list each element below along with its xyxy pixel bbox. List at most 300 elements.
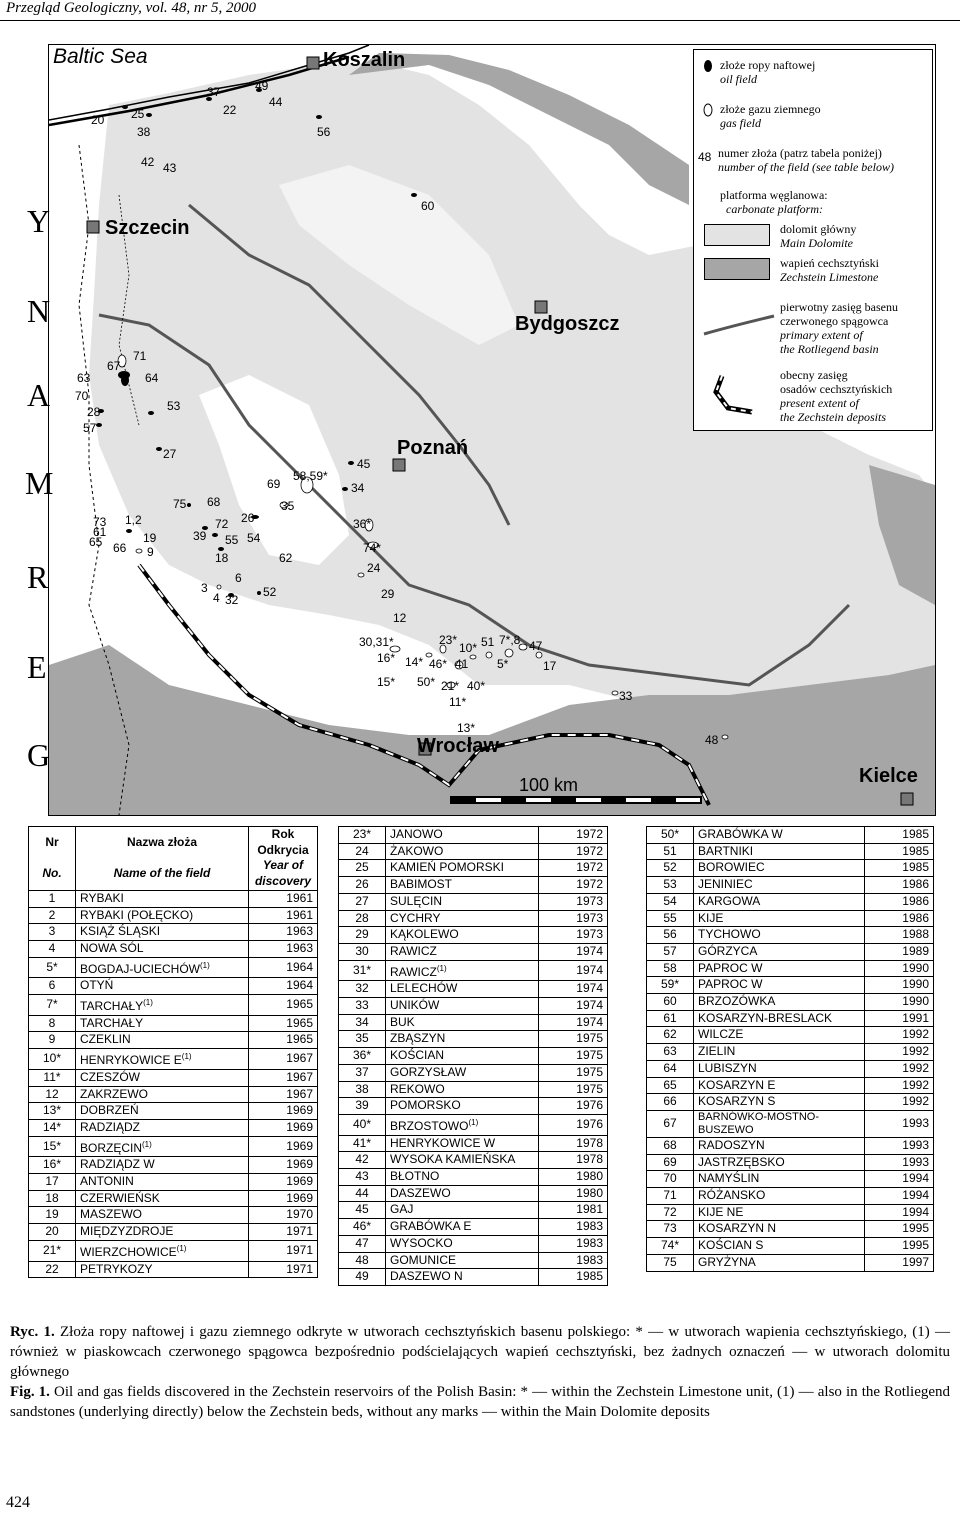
legend-platform-pl: platforma węglanowa: bbox=[720, 188, 828, 202]
gas-field-icon bbox=[700, 102, 716, 118]
table-row bbox=[647, 1077, 934, 1094]
field-number: 48 bbox=[705, 733, 719, 747]
table-row bbox=[29, 1015, 318, 1032]
field-nr: 7* bbox=[29, 995, 76, 1016]
field-nr: 50* bbox=[647, 827, 694, 844]
field-number: 37 bbox=[207, 85, 221, 99]
table-row bbox=[29, 1240, 318, 1261]
field-nr: 28 bbox=[339, 910, 386, 927]
field-nr: 74* bbox=[647, 1238, 694, 1255]
table-row bbox=[339, 860, 608, 877]
field-name: LELECHÓW bbox=[386, 981, 539, 998]
field-number: 44 bbox=[269, 95, 283, 109]
field-name: BARTNIKI bbox=[694, 843, 865, 860]
field-year: 1976 bbox=[539, 1114, 608, 1135]
table-row bbox=[647, 843, 934, 860]
table-row bbox=[339, 1098, 608, 1115]
field-name: HENRYKOWICE $E^{(1)}$ bbox=[76, 1049, 249, 1070]
field-number: 57 bbox=[83, 421, 97, 435]
field-name: JANOWO bbox=[386, 827, 539, 844]
field-name: RÓŻANSKO bbox=[694, 1188, 865, 1205]
field-year: 1985 bbox=[865, 860, 934, 877]
field-year: 1973 bbox=[539, 893, 608, 910]
legend-number-en: number of the field (see table below) bbox=[718, 160, 894, 174]
field-nr: 21* bbox=[29, 1240, 76, 1261]
field-nr: 18 bbox=[29, 1190, 76, 1207]
field-year: 1969 bbox=[249, 1190, 318, 1207]
field-nr: 14* bbox=[29, 1119, 76, 1136]
field-number: 45 bbox=[357, 457, 371, 471]
field-number: 17 bbox=[543, 659, 557, 673]
field-name: BOROWIEC bbox=[694, 860, 865, 877]
field-year: 1990 bbox=[865, 977, 934, 994]
table-row bbox=[647, 910, 934, 927]
caption-pl-text: Złoża ropy naftowej i gazu ziemnego odkryte w utworach cechsztyńskich basenu polskiego: * — w utworach wapienia cechsztyńskiego, (1) — również w piaskowcach czerwonego spągowca bezpośrednio podścielających wapień cechsztyński, bez żadnych oznaczeń — w utworach dolomitu głównego bbox=[10, 1324, 951, 1380]
header-rule bbox=[0, 20, 960, 21]
field-name: RAWICZ bbox=[386, 943, 539, 960]
field-year: 1963 bbox=[249, 940, 318, 957]
table-row bbox=[29, 940, 318, 957]
field-number: 47 bbox=[529, 639, 543, 653]
field-number: 65 bbox=[89, 535, 103, 549]
table-row bbox=[647, 1188, 934, 1205]
field-name: KIJE NE bbox=[694, 1204, 865, 1221]
field-year: 1967 bbox=[249, 1069, 318, 1086]
field-nr: 69 bbox=[647, 1154, 694, 1171]
field-year: 1965 bbox=[249, 1032, 318, 1049]
field-name: DASZEWO bbox=[386, 1185, 539, 1202]
table-row bbox=[339, 877, 608, 894]
field-year: 1978 bbox=[539, 1135, 608, 1152]
table-row bbox=[29, 890, 318, 907]
field-name: KOŚCIAN bbox=[386, 1048, 539, 1065]
field-year: 1981 bbox=[539, 1202, 608, 1219]
field-nr: 38 bbox=[339, 1081, 386, 1098]
field-year: 1972 bbox=[539, 827, 608, 844]
field-nr: 13* bbox=[29, 1103, 76, 1120]
main-dolomite-swatch bbox=[704, 224, 770, 246]
field-number: 10* bbox=[459, 641, 478, 655]
table-row bbox=[647, 927, 934, 944]
field-nr: 40* bbox=[339, 1114, 386, 1135]
figure-caption bbox=[10, 1322, 950, 1422]
table-row bbox=[339, 1252, 608, 1269]
table-row bbox=[339, 960, 608, 981]
table-row bbox=[647, 994, 934, 1011]
field-name: KOSARZYN S bbox=[694, 1094, 865, 1111]
field-nr: 75 bbox=[647, 1254, 694, 1271]
field-nr: 12 bbox=[29, 1086, 76, 1103]
legend-primary-en-2: the Rotliegend basin bbox=[780, 342, 879, 356]
zechstein-extent-icon bbox=[708, 372, 758, 418]
table-row bbox=[647, 1221, 934, 1238]
field-number: 75 bbox=[173, 497, 187, 511]
field-year: 1975 bbox=[539, 1031, 608, 1048]
city-bydgoszcz: Bydgoszcz bbox=[515, 313, 620, 335]
field-nr: 35 bbox=[339, 1031, 386, 1048]
table-row bbox=[339, 843, 608, 860]
legend-gas-en: gas field bbox=[720, 116, 761, 130]
table-row bbox=[339, 943, 608, 960]
field-name: POMORSKO bbox=[386, 1098, 539, 1115]
field-nr: 27 bbox=[339, 893, 386, 910]
field-number: 64 bbox=[145, 371, 159, 385]
field-name: TARCHAŁY$^{(1)}$ bbox=[76, 995, 249, 1016]
field-year: 1972 bbox=[539, 860, 608, 877]
field-year: 1976 bbox=[539, 1098, 608, 1115]
table-row bbox=[647, 943, 934, 960]
field-nr: 60 bbox=[647, 994, 694, 1011]
field-year: 1969 bbox=[249, 1103, 318, 1120]
field-name: ZIELIN bbox=[694, 1044, 865, 1061]
legend-number-pl: numer złoża (patrz tabela poniżej) bbox=[718, 146, 882, 160]
field-number: 6 bbox=[235, 571, 242, 585]
field-number: 51 bbox=[481, 635, 495, 649]
table-row bbox=[647, 1094, 934, 1111]
table-row bbox=[339, 1048, 608, 1065]
field-nr: 20 bbox=[29, 1224, 76, 1241]
field-year: 1964 bbox=[249, 978, 318, 995]
field-year: 1983 bbox=[539, 1252, 608, 1269]
table-row bbox=[647, 1137, 934, 1154]
field-name: PETRYKOZY bbox=[76, 1261, 249, 1278]
fields-table-2-body bbox=[339, 827, 608, 1286]
legend-platform-en: carbonate platform: bbox=[726, 202, 823, 216]
table-row bbox=[339, 1219, 608, 1236]
table-row bbox=[29, 1086, 318, 1103]
table-row bbox=[29, 924, 318, 941]
koszalin-square bbox=[307, 57, 319, 69]
field-number: 26 bbox=[241, 511, 255, 525]
field-name: BRZOSTOWO$^{(1)}$ bbox=[386, 1114, 539, 1135]
field-number: 69 bbox=[267, 477, 281, 491]
table-row bbox=[647, 827, 934, 844]
field-year: 1985 bbox=[539, 1269, 608, 1286]
field-year: 1992 bbox=[865, 1060, 934, 1077]
legend-limestone-pl: wapień cechsztyński bbox=[780, 256, 879, 270]
field-nr: 71 bbox=[647, 1188, 694, 1205]
field-nr: 9 bbox=[29, 1032, 76, 1049]
legend-present-pl-1: obecny zasięg bbox=[780, 368, 848, 382]
field-year: 1975 bbox=[539, 1081, 608, 1098]
field-year: 1974 bbox=[539, 998, 608, 1015]
field-year: 1971 bbox=[249, 1240, 318, 1261]
field-number: 62 bbox=[279, 551, 293, 565]
field-number: 16* bbox=[377, 651, 396, 665]
field-nr: 10* bbox=[29, 1049, 76, 1070]
table-row bbox=[29, 1174, 318, 1191]
field-number: 9 bbox=[147, 545, 154, 559]
field-year: 1989 bbox=[865, 943, 934, 960]
field-number: 43 bbox=[163, 161, 177, 175]
page-number: 424 bbox=[6, 1494, 30, 1511]
col-header-no: No. bbox=[29, 858, 76, 890]
field-nr: 62 bbox=[647, 1027, 694, 1044]
field-number: 1,2 bbox=[125, 513, 142, 527]
field-year: 1988 bbox=[865, 927, 934, 944]
table-row bbox=[29, 1136, 318, 1157]
field-nr: 51 bbox=[647, 843, 694, 860]
field-year: 1965 bbox=[249, 995, 318, 1016]
field-number: 7*,8 bbox=[499, 633, 521, 647]
col-header-name-en: Name of the field bbox=[76, 858, 249, 890]
field-nr: 42 bbox=[339, 1152, 386, 1169]
field-name: CZESZÓW bbox=[76, 1069, 249, 1086]
field-year: 1994 bbox=[865, 1171, 934, 1188]
field-nr: 47 bbox=[339, 1235, 386, 1252]
journal-header: Przegląd Geologiczny, vol. 48, nr 5, 2000 bbox=[6, 0, 256, 16]
field-number: 34 bbox=[351, 481, 365, 495]
table-row bbox=[647, 1060, 934, 1077]
field-number: 15* bbox=[377, 675, 396, 689]
field-nr: 52 bbox=[647, 860, 694, 877]
field-nr: 24 bbox=[339, 843, 386, 860]
legend-present-en-2: the Zechstein deposits bbox=[780, 410, 886, 424]
field-number: 56 bbox=[317, 125, 331, 139]
field-year: 1986 bbox=[865, 893, 934, 910]
field-year: 1971 bbox=[249, 1261, 318, 1278]
field-number: 53 bbox=[167, 399, 181, 413]
legend-primary-pl-2: czerwonego spągowca bbox=[780, 314, 889, 328]
field-nr: 2 bbox=[29, 907, 76, 924]
field-number: 63 bbox=[77, 371, 91, 385]
field-nr: 55 bbox=[647, 910, 694, 927]
field-name: RADZIĄDZ W bbox=[76, 1157, 249, 1174]
field-name: KOSARZYN-BRESLACK bbox=[694, 1010, 865, 1027]
field-name: BŁOTNO bbox=[386, 1169, 539, 1186]
field-year: 1974 bbox=[539, 960, 608, 981]
field-year: 1974 bbox=[539, 981, 608, 998]
field-nr: 11* bbox=[29, 1069, 76, 1086]
field-year: 1993 bbox=[865, 1154, 934, 1171]
field-nr: 49 bbox=[339, 1269, 386, 1286]
field-number: 14* bbox=[405, 655, 424, 669]
field-year: 1969 bbox=[249, 1136, 318, 1157]
field-name: ŻAKOWO bbox=[386, 843, 539, 860]
field-year: 1994 bbox=[865, 1204, 934, 1221]
col-header-name-pl: Nazwa złoża bbox=[76, 827, 249, 859]
field-name: KOŚCIAN S bbox=[694, 1238, 865, 1255]
table-row bbox=[647, 1204, 934, 1221]
fields-table-3 bbox=[646, 826, 934, 1272]
field-name: GOMUNICE bbox=[386, 1252, 539, 1269]
legend-oil-pl: złoże ropy naftowej bbox=[720, 58, 816, 72]
table-row bbox=[29, 995, 318, 1016]
table-row bbox=[647, 860, 934, 877]
field-year: 1997 bbox=[865, 1254, 934, 1271]
field-year: 1993 bbox=[865, 1110, 934, 1137]
legend-gas-pl: złoże gazu ziemnego bbox=[720, 102, 821, 116]
field-year: 1992 bbox=[865, 1094, 934, 1111]
field-name: RADZIĄDZ bbox=[76, 1119, 249, 1136]
field-number: 32 bbox=[225, 593, 239, 607]
table-row bbox=[29, 957, 318, 978]
country-letter: G bbox=[27, 737, 51, 773]
legend-primary-en-1: primary extent of bbox=[780, 328, 863, 342]
footnote-mark: (1) bbox=[181, 1052, 192, 1062]
table-row bbox=[29, 1157, 318, 1174]
field-name: PAPROC W bbox=[694, 960, 865, 977]
field-number: 11* bbox=[449, 695, 467, 709]
field-year: 1985 bbox=[865, 827, 934, 844]
footnote-mark: (1) bbox=[143, 998, 153, 1008]
field-nr: 4 bbox=[29, 940, 76, 957]
table-row bbox=[29, 1119, 318, 1136]
field-nr: 31* bbox=[339, 960, 386, 981]
field-number: 22 bbox=[223, 103, 237, 117]
zechstein-limestone-swatch bbox=[704, 258, 770, 280]
field-number: 28 bbox=[87, 405, 101, 419]
field-nr: 19 bbox=[29, 1207, 76, 1224]
table-row bbox=[29, 907, 318, 924]
field-year: 1992 bbox=[865, 1027, 934, 1044]
field-nr: 25 bbox=[339, 860, 386, 877]
map-legend bbox=[693, 49, 933, 431]
field-name: CZEKLIN bbox=[76, 1032, 249, 1049]
table-row bbox=[647, 1254, 934, 1271]
table-row bbox=[647, 1010, 934, 1027]
field-name: WIERZCHOWICE$^{(1)}$ bbox=[76, 1240, 249, 1261]
field-nr: 33 bbox=[339, 998, 386, 1015]
table-row bbox=[647, 960, 934, 977]
field-name: CYCHRY bbox=[386, 910, 539, 927]
field-name: WILCZE bbox=[694, 1027, 865, 1044]
field-nr: 54 bbox=[647, 893, 694, 910]
field-nr: 70 bbox=[647, 1171, 694, 1188]
table-row bbox=[339, 998, 608, 1015]
field-name: HENRYKOWICE W bbox=[386, 1135, 539, 1152]
table-row bbox=[29, 1032, 318, 1049]
field-year: 1973 bbox=[539, 910, 608, 927]
field-number: 38 bbox=[137, 125, 151, 139]
map-panel bbox=[25, 44, 936, 816]
field-year: 1992 bbox=[865, 1077, 934, 1094]
field-year: 1965 bbox=[249, 1015, 318, 1032]
footnote-mark: (1) bbox=[176, 1243, 187, 1253]
field-name: BOGDAJ-UCIECHÓW$^{(1)}$ bbox=[76, 957, 249, 978]
scale-label: 100 km bbox=[519, 775, 579, 795]
field-nr: 53 bbox=[647, 877, 694, 894]
field-nr: 64 bbox=[647, 1060, 694, 1077]
table-row bbox=[339, 1031, 608, 1048]
field-number: 25 bbox=[131, 107, 145, 121]
city-poznan: Poznań bbox=[397, 437, 469, 459]
field-year: 1961 bbox=[249, 890, 318, 907]
field-name: KOSARZYN E bbox=[694, 1077, 865, 1094]
field-year: 1980 bbox=[539, 1185, 608, 1202]
field-year: 1971 bbox=[249, 1224, 318, 1241]
field-nr: 72 bbox=[647, 1204, 694, 1221]
field-name: JASTRZĘBSKO bbox=[694, 1154, 865, 1171]
baltic-sea-label: Baltic Sea bbox=[53, 45, 148, 68]
field-nr: 56 bbox=[647, 927, 694, 944]
table-row bbox=[339, 1135, 608, 1152]
field-number: 55 bbox=[225, 533, 239, 547]
field-number: 54 bbox=[247, 531, 261, 545]
field-name: GÓRZYCA bbox=[694, 943, 865, 960]
field-year: 1975 bbox=[539, 1048, 608, 1065]
field-nr: 37 bbox=[339, 1064, 386, 1081]
field-nr: 59* bbox=[647, 977, 694, 994]
field-nr: 6 bbox=[29, 978, 76, 995]
field-name: UNIKÓW bbox=[386, 998, 539, 1015]
field-name: BABIMOST bbox=[386, 877, 539, 894]
legend-present-pl-2: osadów cechsztyńskich bbox=[780, 382, 893, 396]
field-name: TYCHOWO bbox=[694, 927, 865, 944]
fields-table-2 bbox=[338, 826, 608, 1286]
field-name: KOSARZYN N bbox=[694, 1221, 865, 1238]
field-nr: 17 bbox=[29, 1174, 76, 1191]
field-name: BRZOZÓWKA bbox=[694, 994, 865, 1011]
city-koszalin: Koszalin bbox=[323, 49, 406, 71]
field-name: GORZYSŁAW bbox=[386, 1064, 539, 1081]
field-year: 1972 bbox=[539, 843, 608, 860]
field-year: 1990 bbox=[865, 960, 934, 977]
rotliegend-line-icon bbox=[702, 312, 776, 342]
table-row bbox=[339, 1114, 608, 1135]
field-name: KSIĄŻ ŚLĄSKI bbox=[76, 924, 249, 941]
table-row bbox=[29, 1207, 318, 1224]
table-row bbox=[647, 977, 934, 994]
field-nr: 39 bbox=[339, 1098, 386, 1115]
field-year: 1974 bbox=[539, 1014, 608, 1031]
field-name: BARNÓWKO-MOSTNO-BUSZEWO bbox=[694, 1110, 865, 1137]
table-row bbox=[29, 978, 318, 995]
field-year: 1970 bbox=[249, 1207, 318, 1224]
field-name: CZERWIEŃSK bbox=[76, 1190, 249, 1207]
field-nr: 29 bbox=[339, 927, 386, 944]
field-year: 1969 bbox=[249, 1174, 318, 1191]
table-row bbox=[647, 1154, 934, 1171]
footnote-mark: (1) bbox=[468, 1117, 479, 1127]
field-name: REKOWO bbox=[386, 1081, 539, 1098]
field-number: 68 bbox=[207, 495, 221, 509]
table-row bbox=[339, 1235, 608, 1252]
field-name: MASZEWO bbox=[76, 1207, 249, 1224]
table-row bbox=[29, 1224, 318, 1241]
poznan-square bbox=[393, 459, 405, 471]
table-row bbox=[647, 1027, 934, 1044]
caption-en bbox=[10, 1382, 950, 1422]
field-nr: 26 bbox=[339, 877, 386, 894]
field-nr: 41* bbox=[339, 1135, 386, 1152]
col-header-year-en-1: Year of bbox=[249, 858, 318, 874]
field-name: NAMYŚLIN bbox=[694, 1171, 865, 1188]
field-name: RAWICZ$^{(1)}$ bbox=[386, 960, 539, 981]
field-number: 12 bbox=[393, 611, 407, 625]
field-year: 1990 bbox=[865, 994, 934, 1011]
field-name: ZBĄSZYN bbox=[386, 1031, 539, 1048]
field-nr: 3 bbox=[29, 924, 76, 941]
field-nr: 30 bbox=[339, 943, 386, 960]
field-year: 1992 bbox=[865, 1044, 934, 1061]
field-number: 46* bbox=[429, 657, 448, 671]
field-name: KARGOWA bbox=[694, 893, 865, 910]
field-name: RYBAKI bbox=[76, 890, 249, 907]
field-number: 3 bbox=[201, 581, 208, 595]
field-nr: 22 bbox=[29, 1261, 76, 1278]
field-year: 1975 bbox=[539, 1064, 608, 1081]
field-nr: 67 bbox=[647, 1110, 694, 1137]
col-header-year-pl-1: Rok bbox=[249, 827, 318, 843]
field-number: 73 bbox=[93, 515, 107, 529]
footnote-mark: (1) bbox=[436, 963, 447, 973]
table-row bbox=[339, 1152, 608, 1169]
field-year: 1973 bbox=[539, 927, 608, 944]
field-number: 70 bbox=[75, 389, 89, 403]
field-number: 52 bbox=[263, 585, 277, 599]
table-row bbox=[647, 1044, 934, 1061]
